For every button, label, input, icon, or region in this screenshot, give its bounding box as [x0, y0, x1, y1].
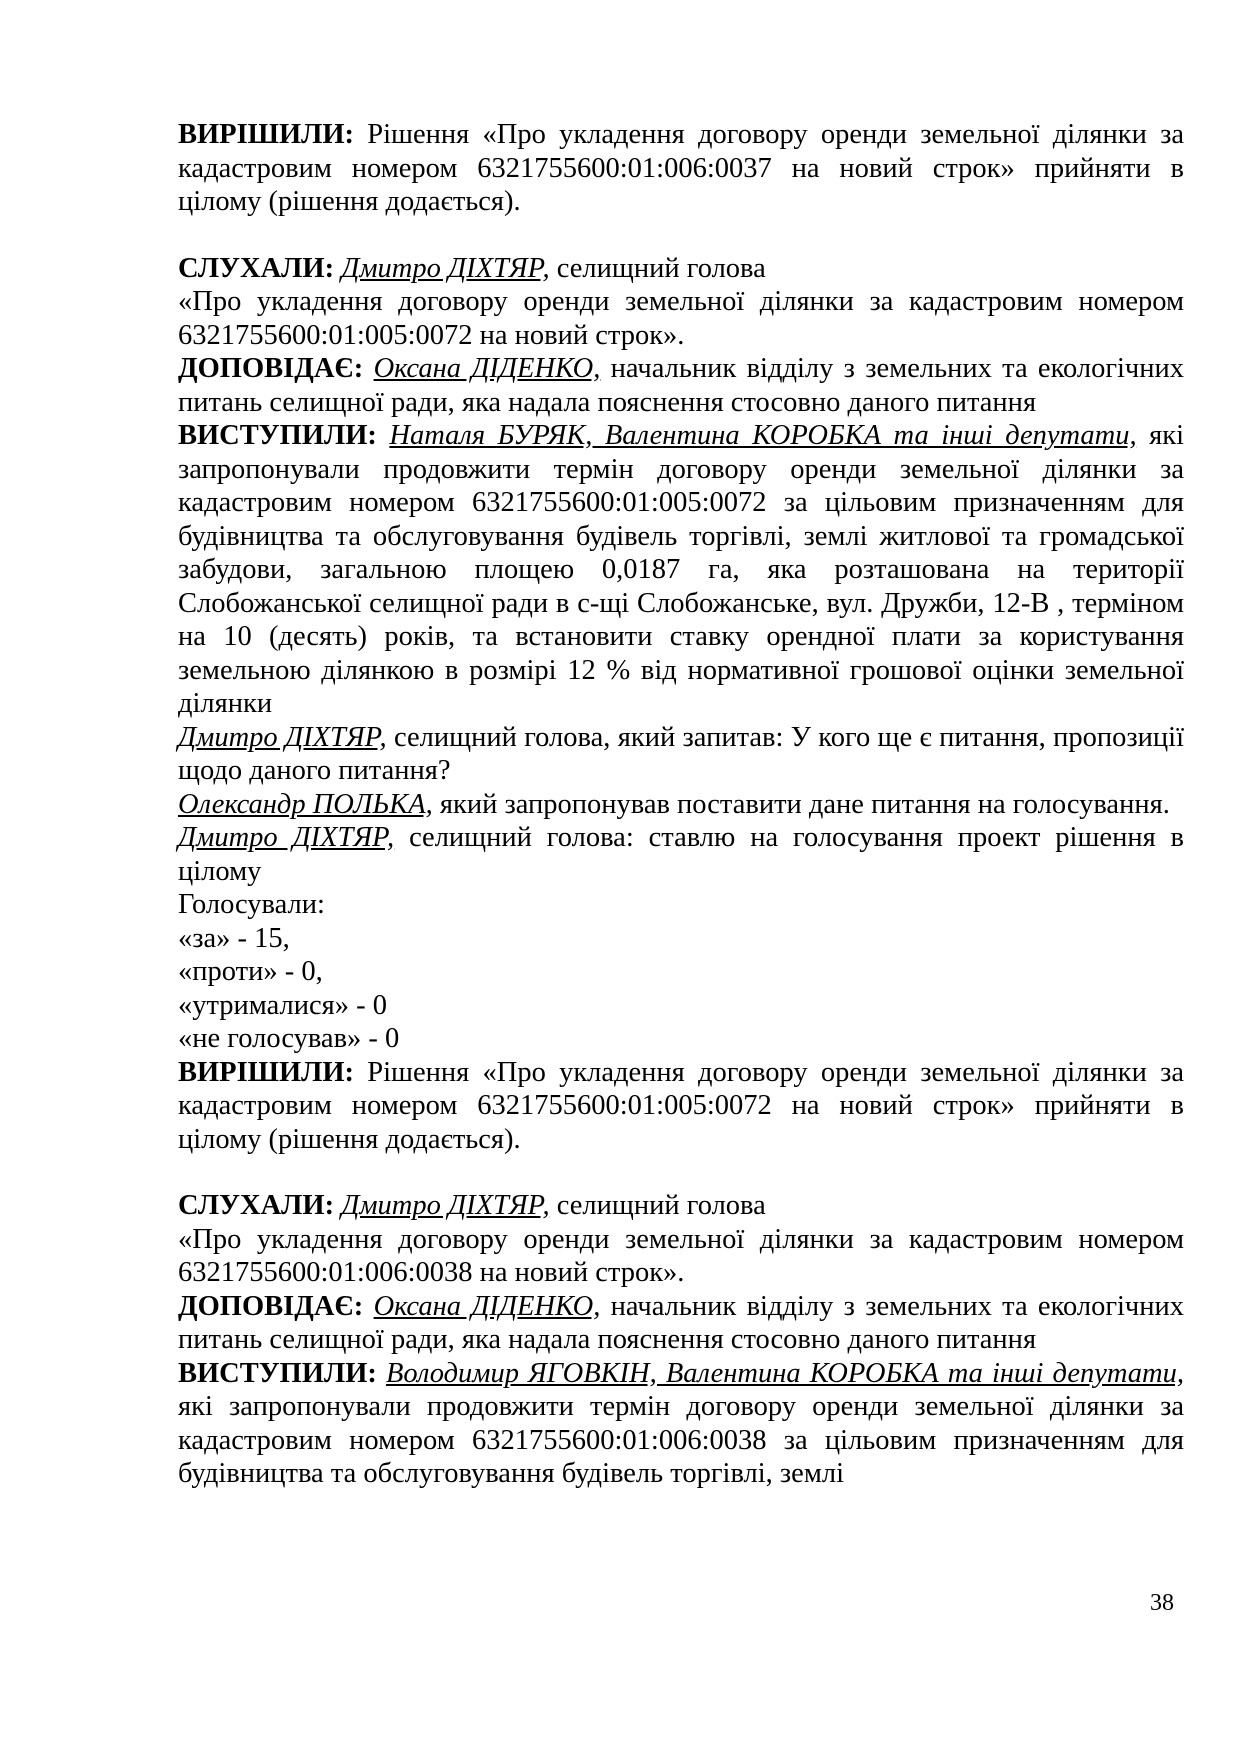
vote-call-paragraph: [178, 821, 1184, 888]
chair-name: Дмитро ДІХТЯР,: [178, 721, 387, 753]
vote-call-text: селищний голова: ставлю на голосування проект рішення в цілому: [178, 822, 1185, 887]
proposal-text: який запропонував поставити дане питання на голосування.: [432, 788, 1170, 820]
page-number: 38: [1150, 1590, 1174, 1616]
heard-label: СЛУХАЛИ:: [178, 1190, 335, 1221]
decision-text: Рішення «Про укладення договору оренди земельної ділянки за кадастровим номером 6321755600:01:005:0072 на новий строк» прийняти в цілому (рішення додається).: [178, 1056, 1184, 1155]
agenda-item-title: «Про укладення договору оренди земельної ділянки за кадастровим номером 6321755600:01:005:0072 на новий строк».: [178, 286, 1184, 351]
decision-label: ВИРІШИЛИ:: [178, 1056, 355, 1088]
heard-label: СЛУХАЛИ:: [178, 252, 335, 284]
paragraph-gap: [178, 219, 1184, 252]
voting-heading: Голосували:: [178, 889, 325, 920]
reporter-name: Оксана ДІДЕНКО,: [373, 353, 601, 384]
proposer-name: Олександр ПОЛЬКА,: [178, 788, 433, 820]
speeches-label: ВИСТУПИЛИ:: [178, 1357, 377, 1389]
speaker-name: Дмитро ДІХТЯР,: [341, 1190, 550, 1221]
decision-label: ВИРІШИЛИ:: [178, 119, 355, 150]
vote-for: «за» - 15,: [178, 922, 290, 954]
speeches-label: ВИСТУПИЛИ:: [178, 420, 377, 451]
decision-paragraph: [178, 118, 1184, 219]
speaker-name: Дмитро ДІХТЯР,: [341, 252, 550, 284]
protocol-text: [178, 118, 1184, 1491]
speaker-role: селищний голова: [549, 252, 766, 284]
report-text: начальник відділу з земельних та екологічних питань селищної ради, яка надала пояснення стосовно даного питання: [178, 1290, 1185, 1355]
report-text: начальник відділу з земельних та екологічних питань селищної ради, яка надала пояснення стосовно даного питання: [178, 353, 1185, 418]
proposal-paragraph: [178, 788, 1184, 822]
vote-against: «проти» - 0,: [178, 956, 323, 987]
decision-paragraph: [178, 1056, 1184, 1157]
report-label: ДОПОВІДАЄ:: [178, 353, 364, 384]
speaker-role: селищний голова: [549, 1190, 766, 1221]
speeches-paragraph: [178, 419, 1184, 721]
paragraph-gap: [178, 1156, 1184, 1189]
speakers-names: Наталя БУРЯК, Валентина КОРОБКА та інші депутати,: [389, 420, 1137, 451]
vote-abstained: «утрималися» - 0: [178, 989, 388, 1021]
speeches-text: які запропонували продовжити термін договору оренди земельної ділянки за кадастровим номером 6321755600:01:005:0072 за цільовим призначенням для будівництва та обслуговування будівель торгівлі, землі житлової та громадської забудови, загальною площею 0,0187 га, яка розташована на території Слобожанської селищної ради в с-щі Слобожанське, вул. Дружби, 12-В , терміном на 10 (десять) років, та встановити ставку орендної плати за користування земельною ділянкою в розмірі 12 % від нормативної грошової оцінки земельної ділянки: [178, 420, 1185, 719]
report-label: ДОПОВІДАЄ:: [178, 1290, 364, 1322]
speakers-names: Володимир ЯГОВКІН, Валентина КОРОБКА та інші депутати,: [386, 1357, 1185, 1389]
reporter-name: Оксана ДІДЕНКО,: [373, 1290, 601, 1322]
heard-paragraph: [178, 252, 1184, 286]
agenda-item-title: «Про укладення договору оренди земельної ділянки за кадастровим номером 6321755600:01:006:0038 на новий строк».: [178, 1223, 1184, 1288]
chair-question-text: селищний голова, який запитав: У кого ще є питання, пропозиції щодо даного питання?: [178, 721, 1184, 786]
heard-paragraph: [178, 1189, 1184, 1223]
report-paragraph: [178, 1290, 1184, 1357]
report-paragraph: [178, 352, 1184, 419]
decision-text: Рішення «Про укладення договору оренди земельної ділянки за кадастровим номером 6321755600:01:006:0037 на новий строк» прийняти в цілому (рішення додається).: [178, 119, 1184, 217]
speeches-text: які запропонували продовжити термін договору оренди земельної ділянки за кадастровим номером 6321755600:01:006:0038 за цільовим призначенням для будівництва та обслуговування будівель торгівлі, землі: [178, 1391, 1184, 1489]
speeches-paragraph: [178, 1357, 1184, 1491]
chair-question-paragraph: [178, 721, 1184, 788]
vote-not-voted: «не голосував» - 0: [178, 1023, 400, 1054]
chair-name: Дмитро ДІХТЯР,: [178, 822, 395, 853]
